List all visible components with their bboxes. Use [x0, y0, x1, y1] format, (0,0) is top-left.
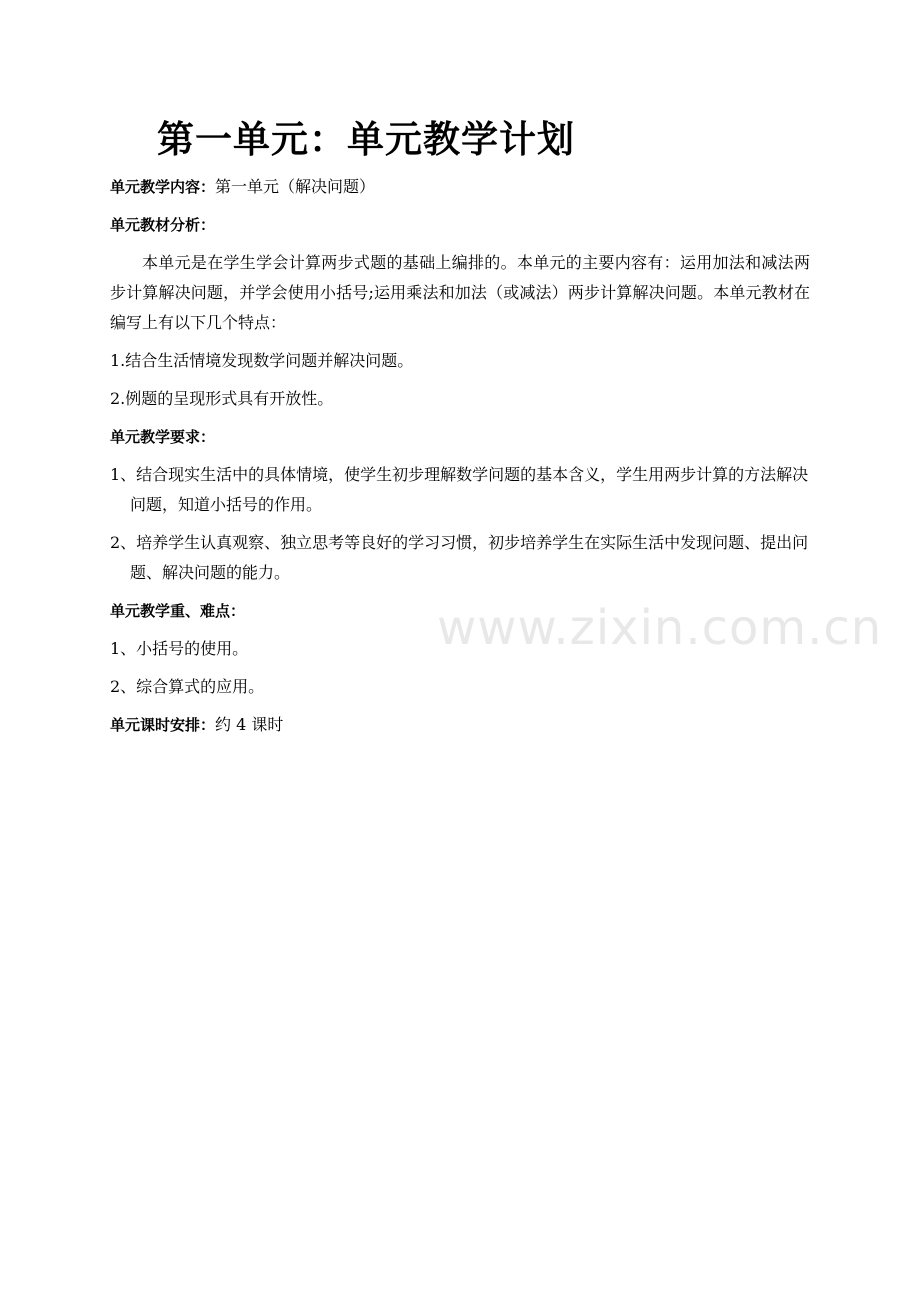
key-points-label: 单元教学重、难点：: [110, 602, 246, 620]
key-points-heading: [110, 596, 810, 626]
requirements-heading: [110, 422, 810, 452]
document-body: [110, 172, 810, 748]
key-point-2: 2、综合算式的应用。: [110, 677, 265, 696]
analysis-label: 单元教材分析：: [110, 216, 216, 234]
analysis-paragraph: 本单元是在学生学会计算两步式题的基础上编排的。本单元的主要内容有：运用加法和减法两步计算解决问题，并学会使用小括号;运用乘法和加法（或减法）两步计算解决问题。本单元教材在编写上有以下几个特点：: [110, 253, 810, 332]
content-line: [110, 172, 810, 202]
watermark: www.zixin.com.cn: [437, 600, 883, 656]
content-label: 单元教学内容：: [110, 178, 216, 196]
analysis-heading: [110, 210, 810, 240]
requirements-label: 单元教学要求：: [110, 428, 216, 446]
schedule-line: [110, 710, 810, 740]
analysis-point-1: 1.结合生活情境发现数学问题并解决问题。: [110, 351, 414, 370]
requirement-1: 1、结合现实生活中的具体情境，使学生初步理解数学问题的基本含义，学生用两步计算的方法解决问题，知道小括号的作用。: [110, 465, 809, 514]
page-title: 第一单元：单元教学计划: [157, 117, 575, 161]
schedule-value: 约 4 课时: [215, 715, 284, 734]
schedule-label: 单元课时安排：: [110, 716, 216, 734]
requirement-2: 2、培养学生认真观察、独立思考等良好的学习习惯，初步培养学生在实际生活中发现问题、提出问题、解决问题的能力。: [110, 533, 809, 582]
analysis-point-2: 2.例题的呈现形式具有开放性。: [110, 389, 334, 408]
key-point-1: 1、小括号的使用。: [110, 639, 249, 658]
content-value: 第一单元（解决问题）: [215, 177, 376, 196]
